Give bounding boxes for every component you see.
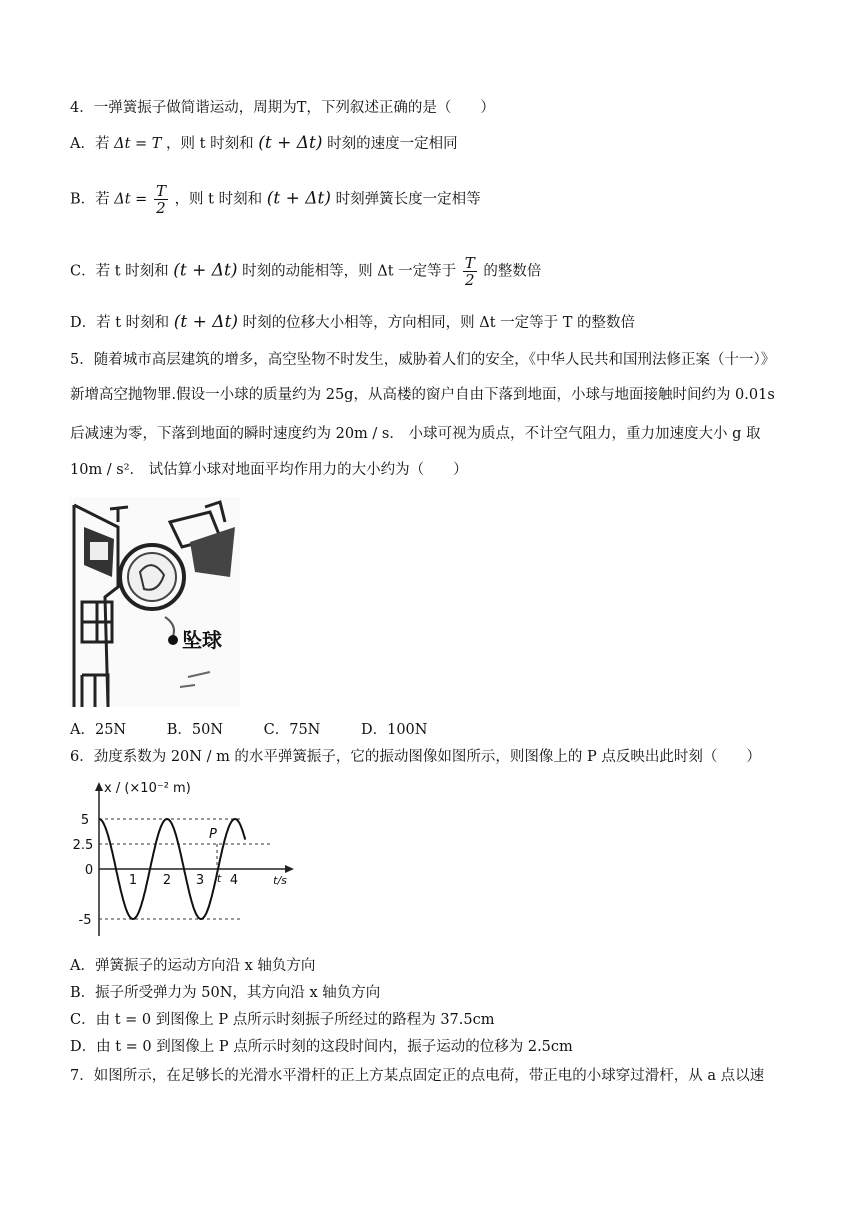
q5-option-a[interactable]: A．25N	[70, 722, 127, 738]
q7-line1: 7．如图所示，在足够长的光滑水平滑杆的正上方某点固定正的点电荷，带正电的小球穿过滑杆，从 a 点以速	[70, 1068, 765, 1084]
falling-ball-label: 坠球	[182, 628, 222, 652]
q6-stem: 6．劲度系数为 20N / m 的水平弹簧振子，它的振动图像如图所示，则图像上的 P 点反映出此时刻（ ）	[70, 749, 761, 765]
graph-y-tick-5: 5	[80, 813, 90, 828]
q5-option-b[interactable]: B．50N	[166, 722, 224, 738]
fraction-t-over-2: $\frac{T}{2}$	[155, 182, 166, 217]
q4-option-a[interactable]: A．若 Δt = T ，则 t 时刻和 (t + Δt) 时刻的速度一定相同	[70, 133, 458, 153]
graph-x-label: t/s	[273, 874, 287, 887]
graph-y-tick-2.5: 2.5	[72, 838, 94, 853]
graph-y-tick-neg5: -5	[78, 913, 92, 928]
q4-option-c[interactable]: C．若 t 时刻和 (t + Δt) 时刻的动能相等，则 Δt 一定等于 $\frac{T}{2}$ 的整数倍	[70, 254, 542, 289]
q6-option-d[interactable]: D．由 t = 0 到图像上 P 点所示时刻的这段时间内，振子运动的位移为 2.5cm	[70, 1039, 573, 1055]
q5-option-c[interactable]: C．75N	[263, 722, 321, 738]
q6-option-a[interactable]: A．弹簧振子的运动方向沿 x 轴负方向	[70, 958, 316, 974]
q5-line4: 10m / s²． 试估算小球对地面平均作用力的大小约为（ ）	[70, 462, 468, 478]
graph-x-tick-4: 4	[229, 873, 239, 888]
q4-option-d[interactable]: D．若 t 时刻和 (t + Δt) 时刻的位移大小相等，方向相同，则 Δt 一定等于 T 的整数倍	[70, 312, 636, 332]
falling-ball-illustration	[70, 497, 240, 707]
q5-line3: 后减速为零，下落到地面的瞬时速度约为 20m / s． 小球可视为质点，不计空气阻力，重力加速度大小 g 取	[70, 426, 761, 442]
graph-x-tick-2: 2	[162, 873, 172, 888]
graph-t-mark: t	[216, 872, 222, 885]
graph-point-p: P	[209, 827, 217, 842]
q5-option-d[interactable]: D．100N	[360, 722, 428, 738]
q5-line1: 5．随着城市高层建筑的增多，高空坠物不时发生，威胁着人们的安全，《中华人民共和国刑法修正案（十一）》	[70, 352, 776, 368]
vibration-graph	[72, 776, 312, 944]
q6-option-b[interactable]: B．振子所受弹力为 50N，其方向沿 x 轴负方向	[70, 985, 381, 1001]
q4-option-b[interactable]: B．若 Δt = $\frac{T}{2}$ ，则 t 时刻和 (t + Δt) 时刻弹簧长度一定相等	[70, 182, 481, 217]
graph-y-tick-0: 0	[84, 863, 94, 878]
graph-x-tick-3: 3	[195, 873, 205, 888]
q6-option-c[interactable]: C．由 t = 0 到图像上 P 点所示时刻振子所经过的路程为 37.5cm	[70, 1012, 495, 1028]
q5-line2: 新增高空抛物罪.假设一小球的质量约为 25g，从高楼的窗户自由下落到地面，小球与地面接触时间约为 0.01s	[70, 387, 775, 403]
q4-stem: 4．一弹簧振子做简谐运动，周期为T，下列叙述正确的是（ ）	[70, 100, 495, 116]
graph-x-tick-1: 1	[128, 873, 138, 888]
graph-y-label: x / (×10⁻² m)	[104, 781, 191, 796]
q5-options	[70, 720, 463, 740]
fraction-t-over-2: $\frac{T}{2}$	[464, 254, 475, 289]
